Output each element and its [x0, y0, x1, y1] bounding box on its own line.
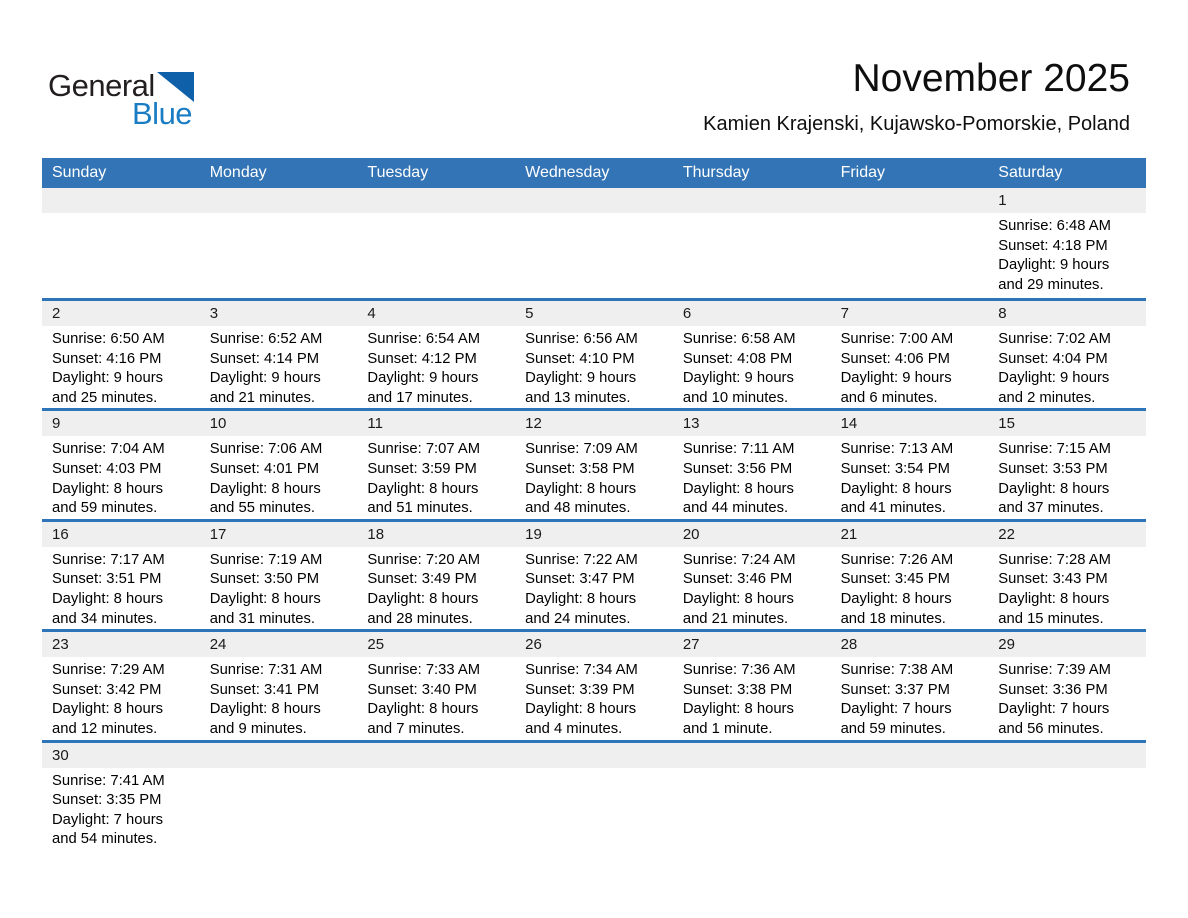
- logo-text-general: General: [48, 68, 155, 103]
- day-number: 7: [831, 301, 989, 326]
- day-detail-line: Sunset: 3:59 PM: [367, 460, 477, 477]
- day-detail-line: Daylight: 8 hours: [209, 480, 321, 497]
- day-detail-line: Daylight: 9 hours: [998, 257, 1110, 274]
- day-cell: [42, 743, 200, 850]
- day-detail-line: Sunset: 3:36 PM: [998, 681, 1108, 698]
- day-detail-line: and 59 minutes.: [52, 500, 158, 517]
- day-number: [673, 188, 831, 213]
- day-detail-line: Sunset: 3:51 PM: [52, 571, 162, 588]
- day-cell: [831, 632, 989, 739]
- day-detail-line: Sunrise: 7:34 AM: [525, 662, 638, 679]
- day-number: 13: [673, 411, 831, 436]
- day-detail-line: Sunset: 3:39 PM: [525, 681, 635, 698]
- day-details: [988, 657, 1146, 739]
- day-detail-line: Daylight: 9 hours: [682, 370, 794, 387]
- day-detail-line: and 31 minutes.: [209, 610, 315, 627]
- day-cell: [988, 411, 1146, 518]
- day-cell: [357, 522, 515, 629]
- day-detail-line: Sunset: 3:53 PM: [998, 460, 1108, 477]
- day-details: [200, 768, 358, 772]
- day-cell: [673, 301, 831, 408]
- day-number: 9: [42, 411, 200, 436]
- day-detail-line: Sunrise: 7:41 AM: [52, 772, 165, 789]
- day-details: [515, 326, 673, 408]
- day-number: 22: [988, 522, 1146, 547]
- day-detail-line: Daylight: 8 hours: [209, 590, 321, 607]
- day-detail-line: Sunrise: 7:22 AM: [525, 551, 638, 568]
- day-detail-line: Sunset: 3:43 PM: [998, 571, 1108, 588]
- day-detail-line: and 15 minutes.: [998, 610, 1104, 627]
- day-detail-line: Sunset: 3:37 PM: [840, 681, 950, 698]
- day-number: 26: [515, 632, 673, 657]
- day-cell: [42, 522, 200, 629]
- calendar-table: [42, 158, 1146, 850]
- day-detail-line: Sunset: 4:08 PM: [682, 350, 793, 367]
- weekday-header-friday: Friday: [840, 164, 886, 181]
- day-detail-line: Sunset: 4:14 PM: [209, 350, 320, 367]
- day-number: [357, 188, 515, 213]
- day-number: 4: [357, 301, 515, 326]
- day-detail-line: Sunrise: 7:17 AM: [52, 551, 165, 568]
- day-detail-line: Sunrise: 7:02 AM: [998, 331, 1111, 347]
- day-detail-line: Daylight: 9 hours: [840, 370, 952, 387]
- day-cell: [988, 522, 1146, 629]
- day-details: [673, 326, 831, 408]
- day-number: 23: [42, 632, 200, 657]
- day-detail-line: Daylight: 7 hours: [52, 811, 164, 828]
- day-detail-line: and 54 minutes.: [52, 831, 158, 848]
- day-detail-line: Sunset: 4:16 PM: [52, 350, 162, 367]
- day-number: [515, 188, 673, 213]
- day-detail-line: Sunset: 3:40 PM: [367, 681, 477, 698]
- day-cell: [42, 188, 200, 298]
- day-detail-line: Daylight: 8 hours: [840, 480, 952, 497]
- day-cell: [515, 188, 673, 298]
- day-detail-line: Sunset: 3:35 PM: [52, 792, 162, 809]
- week-row: [42, 408, 1146, 518]
- weekday-header-sunday: Sunday: [52, 164, 107, 181]
- day-number: 30: [42, 743, 200, 768]
- day-cell: [831, 411, 989, 518]
- day-details: [357, 436, 515, 518]
- day-cell: [831, 188, 989, 298]
- day-detail-line: and 13 minutes.: [525, 389, 631, 406]
- day-detail-line: Daylight: 8 hours: [525, 480, 637, 497]
- day-details: [673, 547, 831, 629]
- day-details: [42, 326, 200, 408]
- day-detail-line: Daylight: 8 hours: [367, 590, 479, 607]
- day-detail-line: Sunrise: 6:58 AM: [682, 331, 796, 347]
- day-details: [831, 326, 989, 408]
- day-details: [42, 436, 200, 518]
- day-details: [357, 547, 515, 629]
- day-number: 29: [988, 632, 1146, 657]
- day-details: [988, 436, 1146, 518]
- day-number: [357, 743, 515, 768]
- day-detail-line: Sunrise: 7:11 AM: [682, 441, 795, 458]
- day-cell: [673, 632, 831, 739]
- day-details: [673, 213, 831, 217]
- week-row: [42, 740, 1146, 850]
- day-details: [357, 657, 515, 739]
- day-detail-line: and 29 minutes.: [998, 276, 1104, 293]
- day-detail-line: Sunrise: 7:13 AM: [840, 441, 954, 458]
- day-detail-line: and 2 minutes.: [998, 389, 1096, 406]
- day-number: [988, 743, 1146, 768]
- day-number: 28: [831, 632, 989, 657]
- day-number: [200, 743, 358, 768]
- day-cell: [831, 743, 989, 850]
- day-detail-line: and 21 minutes.: [209, 389, 315, 406]
- weekday-header-row: [42, 158, 1146, 188]
- day-details: [200, 436, 358, 518]
- day-cell: [42, 632, 200, 739]
- day-detail-line: and 17 minutes.: [367, 389, 473, 406]
- day-cell: [515, 301, 673, 408]
- day-cell: [831, 301, 989, 408]
- day-detail-line: and 25 minutes.: [52, 389, 158, 406]
- day-number: 21: [831, 522, 989, 547]
- day-details: [831, 436, 989, 518]
- day-number: 1: [988, 188, 1146, 213]
- day-detail-line: Sunset: 3:49 PM: [367, 571, 477, 588]
- day-number: [42, 188, 200, 213]
- day-detail-line: Sunrise: 7:04 AM: [52, 441, 165, 458]
- day-detail-line: Daylight: 9 hours: [998, 370, 1110, 387]
- day-number: 11: [357, 411, 515, 436]
- day-details: [988, 213, 1146, 295]
- day-cell: [200, 188, 358, 298]
- day-number: [515, 743, 673, 768]
- day-detail-line: Daylight: 7 hours: [998, 701, 1110, 718]
- day-detail-line: Daylight: 8 hours: [52, 701, 164, 718]
- day-cell: [673, 411, 831, 518]
- day-detail-line: Sunrise: 7:29 AM: [52, 662, 165, 679]
- day-number: 5: [515, 301, 673, 326]
- day-number: 15: [988, 411, 1146, 436]
- day-detail-line: Sunrise: 7:33 AM: [367, 662, 481, 679]
- day-details: [515, 213, 673, 217]
- day-details: [200, 213, 358, 217]
- day-detail-line: Sunrise: 7:20 AM: [367, 551, 481, 568]
- day-detail-line: and 59 minutes.: [840, 720, 946, 737]
- day-details: [42, 547, 200, 629]
- day-cell: [673, 743, 831, 850]
- day-detail-line: Sunrise: 7:39 AM: [998, 662, 1111, 679]
- day-detail-line: Sunset: 3:50 PM: [209, 571, 320, 588]
- day-cell: [515, 632, 673, 739]
- day-cell: [515, 522, 673, 629]
- day-detail-line: and 9 minutes.: [209, 720, 307, 737]
- day-number: 8: [988, 301, 1146, 326]
- day-detail-line: Sunset: 4:01 PM: [209, 460, 320, 477]
- day-number: 18: [357, 522, 515, 547]
- logo-text-blue: Blue: [132, 96, 193, 131]
- day-detail-line: and 12 minutes.: [52, 720, 158, 737]
- weekday-header-thursday: Thursday: [682, 164, 750, 181]
- day-number: 20: [673, 522, 831, 547]
- day-details: [831, 547, 989, 629]
- day-cell: [357, 411, 515, 518]
- day-detail-line: Sunset: 3:58 PM: [525, 460, 635, 477]
- day-detail-line: and 18 minutes.: [840, 610, 946, 627]
- day-cell: [988, 632, 1146, 739]
- day-details: [515, 547, 673, 629]
- day-detail-line: Sunrise: 7:26 AM: [840, 551, 954, 568]
- day-detail-line: Daylight: 8 hours: [682, 480, 794, 497]
- day-details: [357, 768, 515, 772]
- day-detail-line: Daylight: 8 hours: [998, 590, 1110, 607]
- day-details: [831, 657, 989, 739]
- day-detail-line: Sunrise: 7:24 AM: [682, 551, 796, 568]
- day-detail-line: Sunrise: 6:56 AM: [525, 331, 638, 347]
- day-detail-line: Sunrise: 6:52 AM: [209, 331, 323, 347]
- page-subtitle: Kamien Krajenski, Kujawsko-Pomorskie, Poland: [703, 112, 1130, 135]
- day-details: [988, 768, 1146, 772]
- day-number: 25: [357, 632, 515, 657]
- day-detail-line: Sunset: 3:46 PM: [682, 571, 793, 588]
- day-detail-line: and 21 minutes.: [682, 610, 789, 627]
- day-detail-line: and 37 minutes.: [998, 500, 1104, 517]
- day-detail-line: Sunrise: 6:54 AM: [367, 331, 481, 347]
- day-number: 14: [831, 411, 989, 436]
- day-number: 12: [515, 411, 673, 436]
- day-detail-line: and 34 minutes.: [52, 610, 158, 627]
- day-detail-line: Daylight: 8 hours: [525, 590, 637, 607]
- day-detail-line: and 1 minute.: [682, 720, 773, 737]
- page-title: November 2025: [852, 57, 1130, 100]
- day-cell: [988, 188, 1146, 298]
- day-cell: [515, 411, 673, 518]
- day-details: [200, 326, 358, 408]
- week-row: [42, 188, 1146, 298]
- day-detail-line: Sunset: 4:06 PM: [840, 350, 950, 367]
- day-detail-line: Sunset: 4:03 PM: [52, 460, 162, 477]
- day-detail-line: Daylight: 9 hours: [525, 370, 637, 387]
- day-number: 3: [200, 301, 358, 326]
- day-details: [515, 657, 673, 739]
- day-cell: [673, 188, 831, 298]
- day-detail-line: Daylight: 9 hours: [367, 370, 479, 387]
- day-detail-line: Daylight: 8 hours: [682, 590, 794, 607]
- week-row: [42, 298, 1146, 408]
- day-detail-line: Daylight: 8 hours: [682, 701, 794, 718]
- day-detail-line: and 7 minutes.: [367, 720, 465, 737]
- day-cell: [200, 743, 358, 850]
- day-detail-line: Daylight: 8 hours: [367, 480, 479, 497]
- day-detail-line: Daylight: 8 hours: [840, 590, 952, 607]
- day-detail-line: Sunrise: 7:07 AM: [367, 441, 481, 458]
- day-detail-line: Sunset: 4:18 PM: [998, 237, 1108, 254]
- day-cell: [42, 301, 200, 408]
- day-details: [831, 768, 989, 772]
- day-details: [42, 657, 200, 739]
- day-detail-line: Daylight: 9 hours: [52, 370, 164, 387]
- day-cell: [988, 301, 1146, 408]
- day-detail-line: Sunset: 3:54 PM: [840, 460, 950, 477]
- day-detail-line: and 10 minutes.: [682, 389, 789, 406]
- day-cell: [42, 411, 200, 518]
- day-detail-line: Daylight: 8 hours: [998, 480, 1110, 497]
- day-detail-line: Daylight: 8 hours: [52, 480, 164, 497]
- day-cell: [673, 522, 831, 629]
- day-cell: [831, 522, 989, 629]
- day-detail-line: and 51 minutes.: [367, 500, 473, 517]
- day-detail-line: Sunrise: 7:36 AM: [682, 662, 796, 679]
- day-number: 16: [42, 522, 200, 547]
- day-cell: [200, 522, 358, 629]
- day-detail-line: and 6 minutes.: [840, 389, 938, 406]
- day-detail-line: Sunset: 3:47 PM: [525, 571, 635, 588]
- day-detail-line: and 48 minutes.: [525, 500, 631, 517]
- day-details: [988, 326, 1146, 408]
- day-details: [200, 547, 358, 629]
- day-detail-line: Sunrise: 7:31 AM: [209, 662, 323, 679]
- day-number: 24: [200, 632, 358, 657]
- day-details: [673, 436, 831, 518]
- day-detail-line: Sunset: 3:41 PM: [209, 681, 320, 698]
- day-number: 19: [515, 522, 673, 547]
- day-detail-line: Sunrise: 7:00 AM: [840, 331, 954, 347]
- day-detail-line: Sunrise: 7:09 AM: [525, 441, 638, 458]
- day-detail-line: and 24 minutes.: [525, 610, 631, 627]
- day-detail-line: Sunrise: 7:28 AM: [998, 551, 1111, 568]
- day-details: [831, 213, 989, 217]
- day-details: [42, 213, 200, 217]
- day-detail-line: Sunset: 4:12 PM: [367, 350, 477, 367]
- day-detail-line: Daylight: 8 hours: [367, 701, 479, 718]
- day-detail-line: Sunset: 4:10 PM: [525, 350, 635, 367]
- weekday-header-tuesday: Tuesday: [367, 164, 429, 181]
- day-detail-line: Sunset: 4:04 PM: [998, 350, 1108, 367]
- week-row: [42, 629, 1146, 739]
- day-detail-line: and 28 minutes.: [367, 610, 473, 627]
- day-details: [988, 547, 1146, 629]
- day-number: [831, 743, 989, 768]
- day-detail-line: Daylight: 9 hours: [209, 370, 321, 387]
- week-row: [42, 519, 1146, 629]
- day-detail-line: Sunrise: 7:15 AM: [998, 441, 1111, 458]
- day-detail-line: Sunrise: 6:50 AM: [52, 331, 165, 347]
- weekday-header-saturday: Saturday: [998, 164, 1063, 181]
- day-cell: [357, 188, 515, 298]
- day-number: 2: [42, 301, 200, 326]
- day-number: [831, 188, 989, 213]
- day-detail-line: and 41 minutes.: [840, 500, 946, 517]
- day-number: 17: [200, 522, 358, 547]
- day-cell: [200, 411, 358, 518]
- day-details: [515, 436, 673, 518]
- day-details: [673, 657, 831, 739]
- day-detail-line: Daylight: 8 hours: [525, 701, 637, 718]
- day-detail-line: Sunset: 3:45 PM: [840, 571, 950, 588]
- day-detail-line: Daylight: 8 hours: [52, 590, 164, 607]
- day-detail-line: Sunrise: 6:48 AM: [998, 218, 1111, 234]
- day-detail-line: Daylight: 7 hours: [840, 701, 952, 718]
- day-cell: [988, 743, 1146, 850]
- day-number: 6: [673, 301, 831, 326]
- day-details: [515, 768, 673, 772]
- day-cell: [357, 632, 515, 739]
- weekday-header-wednesday: Wednesday: [525, 164, 610, 181]
- day-details: [357, 213, 515, 217]
- day-detail-line: and 55 minutes.: [209, 500, 315, 517]
- day-detail-line: Sunrise: 7:06 AM: [209, 441, 323, 458]
- day-number: 27: [673, 632, 831, 657]
- day-detail-line: and 44 minutes.: [682, 500, 789, 517]
- general-blue-logo: [48, 70, 194, 129]
- weekday-header-monday: Monday: [209, 164, 267, 181]
- day-detail-line: Sunrise: 7:19 AM: [209, 551, 323, 568]
- weeks-container: [42, 188, 1146, 850]
- day-cell: [200, 301, 358, 408]
- day-number: [200, 188, 358, 213]
- day-detail-line: Sunrise: 7:38 AM: [840, 662, 954, 679]
- day-details: [357, 326, 515, 408]
- title-block: [703, 58, 1130, 136]
- day-number: 10: [200, 411, 358, 436]
- day-cell: [357, 301, 515, 408]
- day-details: [200, 657, 358, 739]
- day-cell: [200, 632, 358, 739]
- day-detail-line: and 4 minutes.: [525, 720, 623, 737]
- day-detail-line: Sunset: 3:42 PM: [52, 681, 162, 698]
- day-details: [42, 768, 200, 850]
- day-details: [673, 768, 831, 772]
- day-detail-line: and 56 minutes.: [998, 720, 1104, 737]
- day-cell: [357, 743, 515, 850]
- day-detail-line: Daylight: 8 hours: [209, 701, 321, 718]
- day-cell: [515, 743, 673, 850]
- day-detail-line: Sunset: 3:56 PM: [682, 460, 793, 477]
- day-detail-line: Sunset: 3:38 PM: [682, 681, 793, 698]
- day-number: [673, 743, 831, 768]
